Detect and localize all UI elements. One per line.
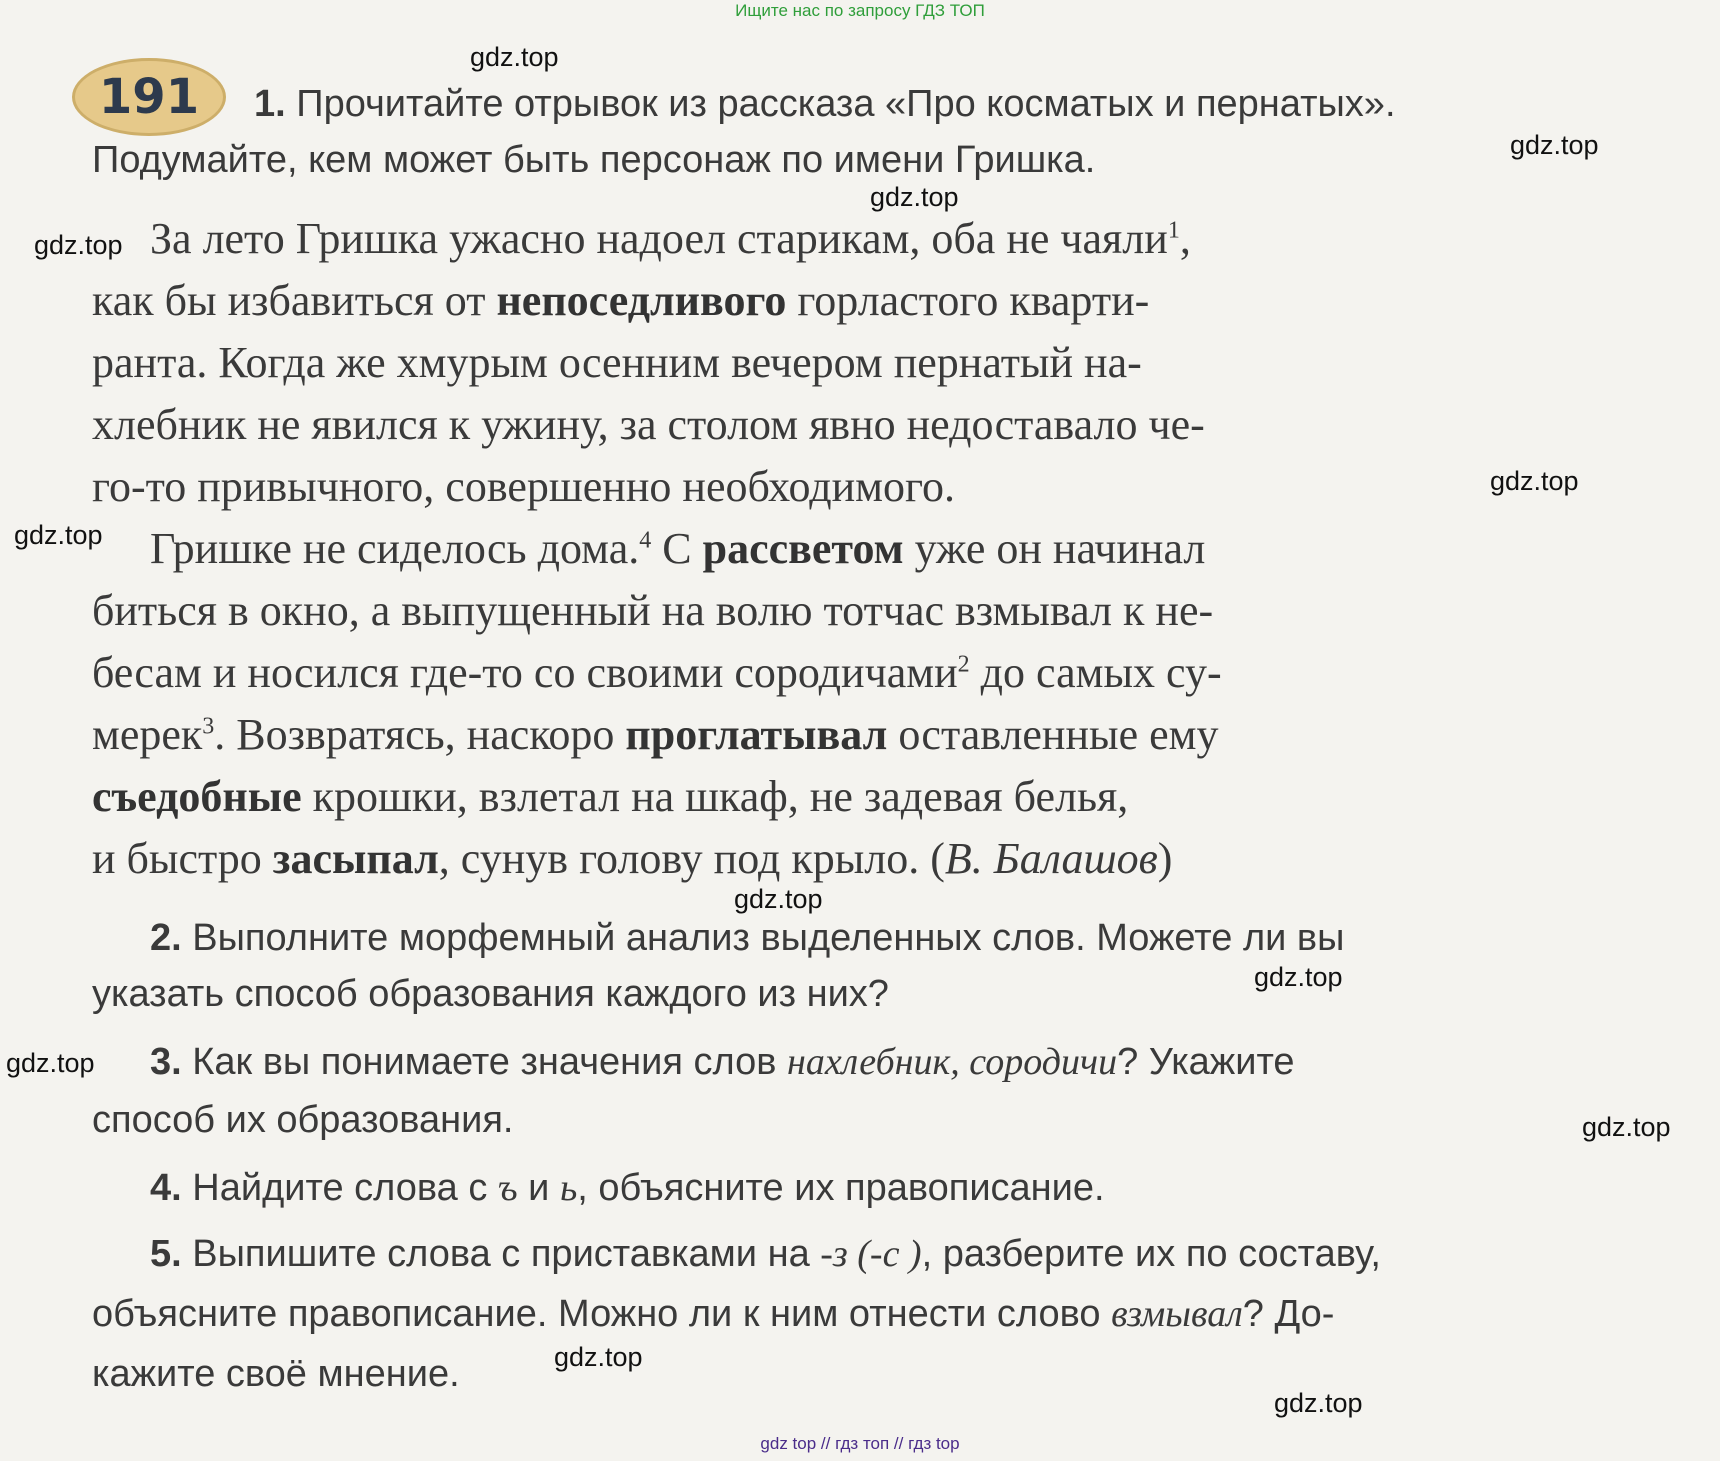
watermark: gdz.top <box>34 230 123 260</box>
story-line: ранта. Когда же хмурым осенним вечером пернатый на- <box>92 338 1142 387</box>
author-name: В. Балашов <box>944 834 1158 883</box>
highlighted-word: непоседливого <box>496 276 787 325</box>
story-line: как бы избавиться от непоседливого горластого кварти- <box>92 276 1150 325</box>
highlighted-word: рассветом <box>702 524 904 573</box>
watermark: gdz.top <box>734 884 823 914</box>
story-line: За лето Гришка ужасно надоел старикам, оба не чаяли$^1$, <box>150 214 1191 263</box>
task1-text: Прочитайте отрывок из рассказа «Про косматых и пернатых». <box>296 83 1396 125</box>
watermark: gdz.top <box>870 182 959 212</box>
story-line: го-то привычного, совершенно необходимого. <box>92 462 955 511</box>
watermark: gdz.top <box>470 42 559 72</box>
story-line: мерек$^3$. Возвратясь, наскоро проглатывал оставленные ему <box>92 710 1219 759</box>
task5-line2: объясните правописание. Можно ли к ним отнести слово взмывал? До- <box>92 1293 1335 1335</box>
watermark: gdz.top <box>1490 466 1579 496</box>
task5-line3: кажите своё мнение. <box>92 1353 460 1395</box>
highlighted-word: проглатывал <box>625 710 888 759</box>
story-line: и быстро засыпал, сунув голову под крыло. (В. Балашов) <box>92 834 1173 883</box>
story-line: бесам и носился где-то со своими сородичами$^2$ до самых су- <box>92 648 1222 697</box>
footer-links[interactable]: gdz top // гдз топ // гдз top <box>760 1434 960 1453</box>
watermark: gdz.top <box>14 520 103 550</box>
task5-line1: 5. Выпишите слова с приставками на -з (-с ), разберите их по составу, <box>150 1233 1381 1275</box>
task4-line: 4. Найдите слова с ъ и ь, объясните их правописание. <box>150 1167 1105 1209</box>
task2-line2: указать способ образования каждого из них? <box>92 973 889 1015</box>
story-line: биться в окно, а выпущенный на волю тотчас взмывал к не- <box>92 586 1214 635</box>
task1-line2: Подумайте, кем может быть персонаж по имени Гришка. <box>92 139 1096 181</box>
task2-line1: 2. Выполните морфемный анализ выделенных слов. Можете ли вы <box>150 917 1345 959</box>
exercise-number: 191 <box>98 69 200 125</box>
highlighted-word: засыпал <box>272 834 439 883</box>
watermark: gdz.top <box>1254 962 1343 992</box>
watermark: gdz.top <box>554 1342 643 1372</box>
task1-number: 1. <box>254 83 286 125</box>
watermark: gdz.top <box>1510 130 1599 160</box>
search-hint-link[interactable]: Ищите нас по запросу ГДЗ ТОП <box>735 1 985 20</box>
exercise-number-badge <box>72 58 226 136</box>
story-line: Гришке не сиделось дома.$^4$ С рассветом уже он начинал <box>150 524 1206 573</box>
watermark: gdz.top <box>1274 1388 1363 1418</box>
watermark: gdz.top <box>1582 1112 1671 1142</box>
highlighted-word: съедобные <box>92 772 302 821</box>
story-line: съедобные крошки, взлетал на шкаф, не задевая белья, <box>92 772 1129 821</box>
watermark: gdz.top <box>6 1048 95 1078</box>
task3-line1: 3. Как вы понимаете значения слов нахлебник, сородичи? Укажите <box>150 1041 1295 1083</box>
task3-line2: способ их образования. <box>92 1099 514 1141</box>
story-line: хлебник не явился к ужину, за столом явно недоставало че- <box>92 400 1205 449</box>
task1-line1 <box>254 76 1396 132</box>
